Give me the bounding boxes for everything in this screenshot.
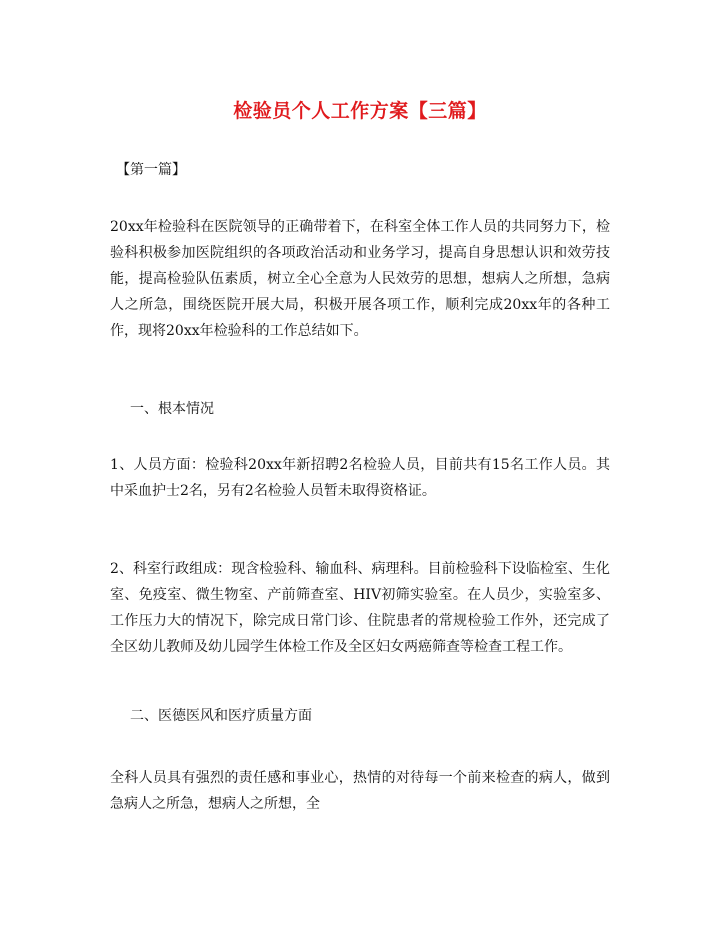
heading-medical-ethics: 二、医德医风和医疗质量方面 — [130, 708, 312, 724]
heading-basic-situation: 一、根本情况 — [130, 401, 214, 417]
admin-paragraph: 2、科室行政组成：现含检验科、输血科、病理科。目前检验科下设临检室、生化室、免疫室、微生物室、产前筛查室、HIV初筛实验室。在人员少，实验室多、工作压力大的情况下，除完成日常门诊、住院患者的常规检验工作外，还完成了全区幼儿教师及幼儿园学生体检工作及全区妇女两癌筛查等检查工程工作。 — [110, 561, 610, 655]
intro-paragraph: 20xx年检验科在医院领导的正确带着下，在科室全体工作人员的共同努力下，检验科积极参加医院组织的各项政治活动和业务学习，提高自身思想认识和效劳技能，提高检验队伍素质，树立全心全意为人民效劳的思想，想病人之所想，急病人之所急，围绕医院开展大局，积极开展各项工作，顺利完成20xx年的各种工作，现将20xx年检验科的工作总结如下。 — [110, 219, 610, 339]
section-label: 【第一篇】 — [116, 162, 186, 178]
ethics-paragraph: 全科人员具有强烈的责任感和事业心，热情的对待每一个前来检查的病人，做到急病人之所急，想病人之所想，全 — [110, 770, 610, 812]
document-title: 检验员个人工作方案【三篇】 — [233, 100, 487, 122]
staff-paragraph: 1、人员方面：检验科20xx年新招聘2名检验人员，目前共有15名工作人员。其中采血护士2名，另有2名检验人员暂未取得资格证。 — [110, 457, 610, 499]
